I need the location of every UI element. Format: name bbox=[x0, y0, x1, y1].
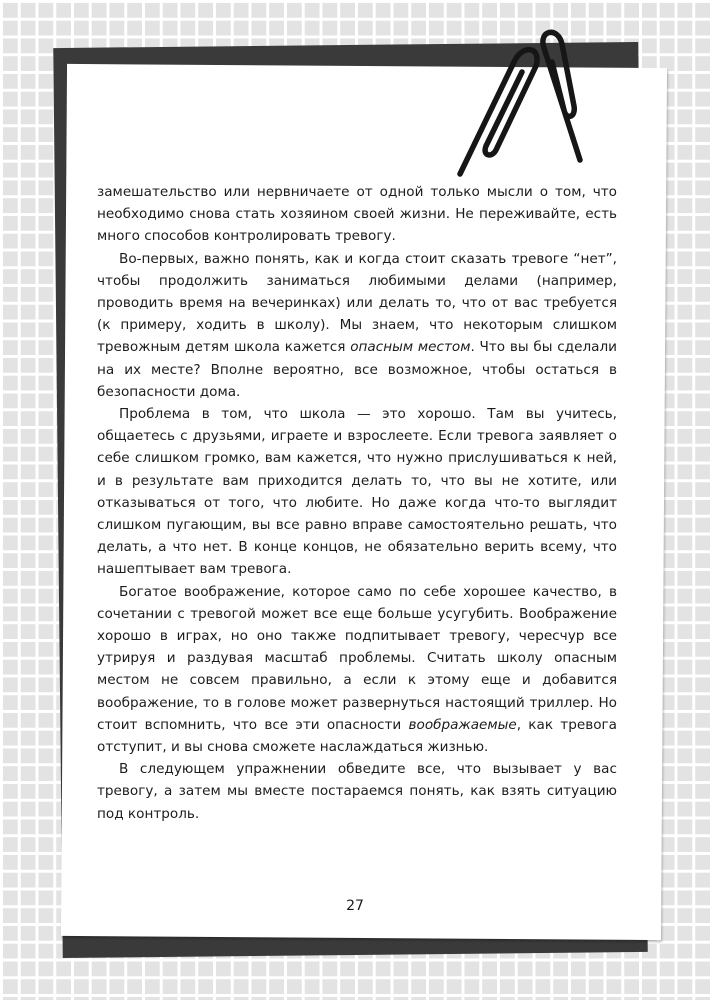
body-text bbox=[97, 181, 617, 825]
page-number: 27 bbox=[346, 898, 364, 914]
paragraph: Богатое воображение, которое само по себе хорошее качество, в сочетании с тревогой может все еще больше усугубить. Воображение хорошо в играх, но оно также подпитывает тревогу, чересчур все утрируя и раздувая масштаб проблемы. Считать школу опасным местом не совсем правильно, а если к этому еще и добавится воображение, то в голове может развернуться настоящий триллер. Но стоит вспомнить, что все эти опасности воображаемые, как тревога отступит, и вы снова сможете наслаждаться жизнью. bbox=[97, 583, 617, 756]
paragraph: В следующем упражнении обведите все, что вызывает у вас тревогу, а затем мы вместе постараемся понять, как взять ситуацию под контроль. bbox=[97, 761, 617, 822]
italic-phrase: воображаемые bbox=[408, 716, 517, 733]
paragraph: Проблема в том, что школа — это хорошо. Там вы учитесь, общаетесь с друзьями, играете и взрослеете. Если тревога заявляет о себе слишком громко, вам кажется, что нужно прислушиваться к ней, и в результате вам приходится делать то, что вы не хотите, или отказываться от того, что любите. Но даже когда что-то выглядит слишком пугающим, вы все равно вправе самостоятельно решать, что делать, а что нет. В конце концов, не обязательно верить всему, что нашептывает вам тревога. bbox=[97, 406, 617, 578]
paragraph: Во-первых, важно понять, как и когда стоит сказать тревоге “нет”, чтобы продолжить заниматься любимыми делами (например, проводить время на вечеринках) или делать то, что от вас требуется (к примеру, ходить в школу). Мы знаем, что некоторым слишком тревожным детям школа кажется опасным местом. Что вы бы сделали на их месте? Вполне вероятно, все возможное, чтобы остаться в безопасности дома. bbox=[97, 250, 617, 400]
italic-phrase: опасным местом bbox=[350, 339, 471, 356]
paperclip-icon bbox=[430, 22, 600, 182]
paragraph: замешательство или нервничаете от одной только мысли о том, что необходимо снова стать хозяином своей жизни. Не переживайте, есть много способов контролировать тревогу. bbox=[97, 184, 617, 245]
